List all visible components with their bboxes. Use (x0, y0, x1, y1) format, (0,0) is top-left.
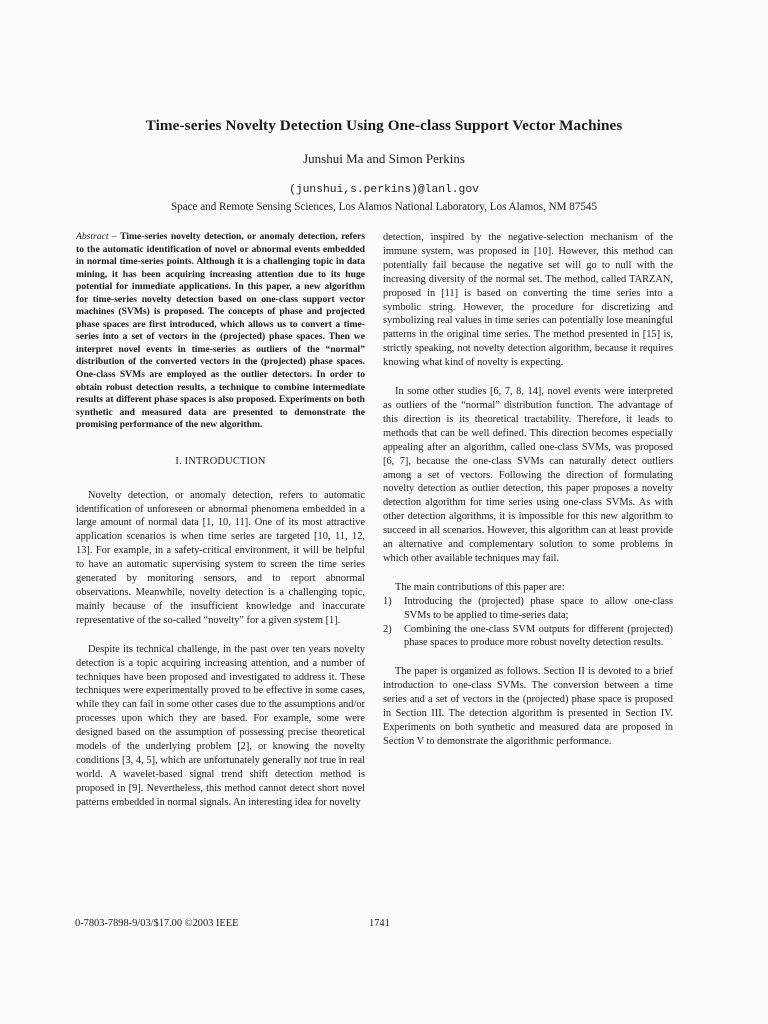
paper-title: Time-series Novelty Detection Using One-class Support Vector Machines (145, 117, 623, 134)
contribution-number: 2) (383, 623, 392, 635)
abstract (76, 231, 365, 432)
intro-paragraph-3: detection, inspired by the negative-selection mechanism of the immune system, was proposed in [10]. However, this method can potentially fail because the negative set will go to null with the increasing diversity of the normal set. The method, called TARZAN, proposed in [11] is based on converting the time series into a symbolic string. However, the procedure for discretizing and symbolizing real values in time series can potentially lose meaningful patterns in the original time series. The method presented in [15] is, strictly speaking, not novelty detection algorithm, because it requires knowing what kind of novelty is expecting. (383, 232, 673, 369)
intro-paragraph-4: In some other studies [6, 7, 8, 14], novel events were interpreted as outliers of the “normal” distribution function. The advantage of this direction is its theoretical tractability. Therefore, it leads to methods that can be well defined. This direction becomes especially appealing after an algorithm, called one-class SVMs, was proposed [6, 7], because the one-class SVMs can naturally detect outliers among a set of vectors. Following the direction of formulating novelty detection as outlier detection, this paper proposes a novelty detection algorithm for time series using one-class SVMs. As with other detection algorithms, it is impossible for this new algorithm to succeed in all scenarios. However, this algorithm can at least provide an alternative and complementary solution to some problems in which other available techniques may fail. (383, 386, 673, 564)
abstract-body: Time-series novelty detection, or anomaly detection, refers to the automatic identification of novel or abnormal events embedded in normal time-series points. Although it is a challenging topic in data mining, it has been acquiring increasing attention due to its huge potential for immediate applications. In this paper, a new algorithm for time-series novelty detection based on one-class support vector machines (SVMs) is proposed. The concepts of phase and projected phase spaces are first introduced, which allows us to convert a time-series into a set of vectors in the (projected) phase spaces. Then we interpret novel events in time-series as outliers of the “normal” distribution of the converted vectors in the (projected) phase spaces. One-class SVMs are employed as the outlier detectors. In order to obtain robust detection results, a technique to combine intermediate results at different phase spaces is also proposed. Experiments on both synthetic and measured data are presented to demonstrate the promising performance of the new algorithm. (76, 231, 365, 431)
contribution-text: Introducing the (projected) phase space to allow one-class SVMs to be applied to time-series data; (404, 595, 673, 621)
intro-paragraph-1: Novelty detection, or anomaly detection, refers to automatic identification of unforeseen or abnormal phenomena embedded in a large amount of normal data [1, 10, 11]. One of its most attractive application scenarios is when time series are targeted [10, 11, 12, 13]. For example, in a safety-critical environment, it will be helpful to have an automatic supervising system to screen the time series generated by monitoring sensors, and to report abnormal observations. Meanwhile, novelty detection is a challenging topic, mainly because of the insufficient knowledge and inaccurate representative of the so-called “novelty” for a given system [1]. (76, 489, 365, 626)
contribution-item (383, 595, 673, 623)
contributions-intro: The main contributions of this paper are: (395, 581, 565, 593)
author-email: (junshui,s.perkins)@lanl.gov (289, 184, 479, 196)
intro-paragraph-2: Despite its technical challenge, in the past over ten years novelty detection is a topic acquiring increasing attention, and a number of techniques have been proposed and investigated to address it. These techniques were experimentally proved to be effective in some cases, while they can fail in some other cases due to the assumptions and/or processes upon which they are based. For example, some were designed based on the assumption of possessing precise theoretical models of the underlying problem [2], or knowing the novelty conditions [3, 4, 5], which are unfortunately generally not true in real world. A wavelet-based signal trend shift detection method is proposed in [9]. Nevertheless, this method cannot detect short novel patterns embedded in normal signals. An interesting idea for novelty (76, 643, 365, 808)
left-column (76, 231, 365, 810)
copyright-notice: 0-7803-7898-9/03/$17.00 ©2003 IEEE (75, 918, 239, 929)
paper-authors: Junshui Ma and Simon Perkins (303, 151, 465, 166)
contributions-list (383, 595, 673, 651)
contribution-item (383, 623, 673, 651)
intro-paragraph-5: The paper is organized as follows. Section II is devoted to a brief introduction to one-class SVMs. The conversion between a time series and a set of vectors in the (projected) phase space is proposed in Section III. The detection algorithm is presented in Section IV. Experiments on both synthetic and measured data are proposed in Section V to demonstrate the algorithmic performance. (383, 666, 673, 747)
right-column (383, 231, 673, 749)
author-affiliation: Space and Remote Sensing Sciences, Los Alamos National Laboratory, Los Alamos, NM 87545 (170, 201, 597, 213)
abstract-lead: Abstract – (76, 231, 117, 242)
contribution-number: 1) (383, 595, 392, 607)
section-heading-introduction: I. INTRODUCTION (175, 455, 266, 467)
page-number: 1741 (369, 918, 390, 929)
contribution-text: Combining the one-class SVM outputs for different (projected) phase spaces to produce more robust novelty detection results. (404, 623, 673, 649)
